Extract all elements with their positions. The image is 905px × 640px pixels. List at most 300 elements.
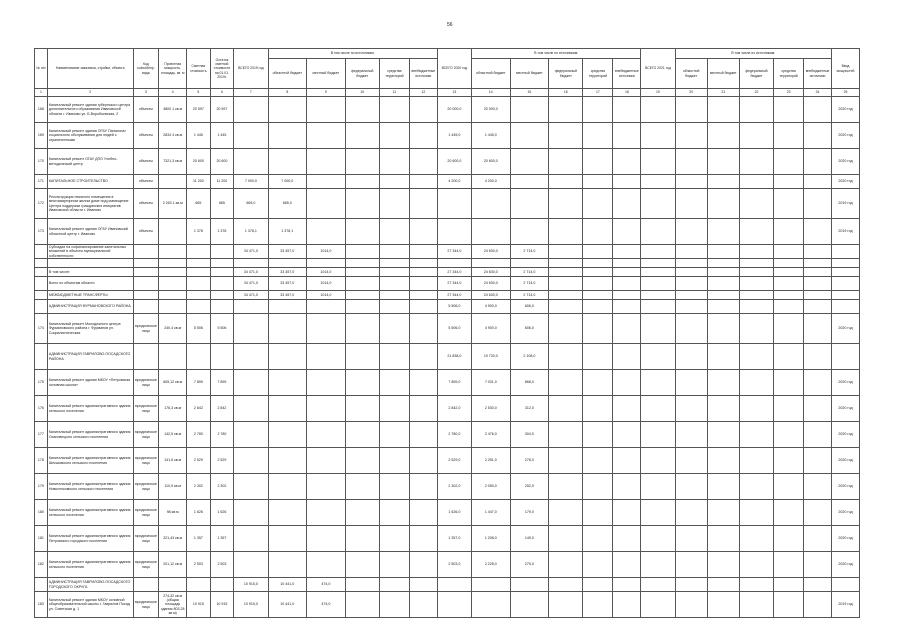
cell-cap: 221,43 кв.м	[159, 526, 187, 552]
cell-empty	[804, 277, 832, 291]
cell-r20	[472, 189, 511, 219]
cell-empty	[675, 259, 707, 268]
column-number: 21	[707, 89, 739, 97]
cell-input	[831, 259, 859, 268]
cell-code: юридическое лицо	[133, 500, 159, 526]
cell-empty	[409, 300, 437, 314]
cell-empty	[739, 300, 773, 314]
cell-t19	[234, 422, 268, 448]
cell-empty	[583, 474, 613, 500]
cell-t21	[641, 344, 675, 370]
cell-empty	[675, 500, 707, 526]
cell-empty	[774, 175, 804, 189]
cell-t21	[641, 97, 675, 123]
cell-empty	[613, 526, 641, 552]
cell-rem: 2 529	[210, 448, 234, 474]
cell-input	[831, 268, 859, 277]
cell-r20: 1 447,0	[472, 500, 511, 526]
table-row	[35, 500, 860, 526]
cell-empty	[583, 259, 613, 268]
cell-empty	[707, 500, 739, 526]
cell-t21	[641, 500, 675, 526]
cell-t20: 2 529,0	[437, 448, 471, 474]
cell-empty	[739, 344, 773, 370]
cell-input	[831, 578, 859, 592]
cell-cap	[159, 219, 187, 245]
cell-empty	[379, 219, 409, 245]
col-extra-2021: внебюджетные источники	[804, 59, 832, 89]
cell-code	[133, 291, 159, 300]
cell-t19: 34 471,0	[234, 291, 268, 300]
cell-l20: 252,0	[510, 474, 549, 500]
cell-l20: 606,0	[510, 314, 549, 344]
cell-empty	[707, 268, 739, 277]
cell-l19	[307, 474, 346, 500]
table-row	[35, 259, 860, 268]
cell-empty	[583, 277, 613, 291]
cell-input: 2020 год	[831, 314, 859, 344]
cell-empty	[675, 123, 707, 149]
cell-r20: 2 251,0	[472, 448, 511, 474]
cell-empty	[345, 219, 379, 245]
cell-rem: 7 899	[210, 370, 234, 396]
cell-empty	[707, 370, 739, 396]
cell-r20: 2 228,0	[472, 552, 511, 578]
cell-rem: 20 600	[210, 149, 234, 175]
cell-cap: 201,12 кв.м	[159, 552, 187, 578]
cell-name: Капитальный ремонт здания ОГБУ Пансионат социального обслуживания для людей с ограниченными	[47, 123, 133, 149]
col-local-2020: местный бюджет	[510, 59, 549, 89]
cell-empty	[345, 149, 379, 175]
cell-name: АДМИНИСТРАЦИЯ ФУРМАНОВСКОГО РАЙОНА	[47, 300, 133, 314]
cell-empty	[675, 189, 707, 219]
cell-no: 171	[35, 175, 48, 189]
cell-l19	[307, 97, 346, 123]
cell-empty	[613, 552, 641, 578]
cell-code: юридическое лицо	[133, 526, 159, 552]
cell-empty	[409, 422, 437, 448]
cell-t19	[234, 370, 268, 396]
cell-name: Капитальный ремонт административного здания сельского поселения	[47, 396, 133, 422]
cell-l19: 474,0	[307, 592, 346, 618]
cell-empty	[345, 268, 379, 277]
cell-input: 2020 год	[831, 422, 859, 448]
cell-name: Капитальный ремонт ОГАУ ДПО Учебно-методический центр	[47, 149, 133, 175]
cell-empty	[707, 219, 739, 245]
cell-empty	[583, 123, 613, 149]
cell-r20	[472, 592, 511, 618]
cell-rem: 11 200	[210, 175, 234, 189]
cell-empty	[379, 592, 409, 618]
cell-empty	[409, 175, 437, 189]
cell-t21	[641, 314, 675, 344]
cell-rem: 5 506	[210, 314, 234, 344]
cell-empty	[804, 422, 832, 448]
cell-empty	[804, 97, 832, 123]
cell-empty	[739, 422, 773, 448]
cell-r19: 665,0	[268, 189, 307, 219]
cell-empty	[707, 448, 739, 474]
cell-rem	[210, 291, 234, 300]
cell-cap: 2834 4 кв.м	[159, 123, 187, 149]
cell-cost: 665	[187, 189, 211, 219]
column-number: 24	[804, 89, 832, 97]
cell-empty	[549, 149, 583, 175]
cell-empty	[774, 422, 804, 448]
cell-empty	[774, 268, 804, 277]
cell-empty	[345, 578, 379, 592]
cell-empty	[739, 592, 773, 618]
cell-empty	[675, 97, 707, 123]
cell-name: Капитальный ремонт административного здания Петровского городского поселения	[47, 526, 133, 552]
cell-no: 180	[35, 500, 48, 526]
cell-cost: 2 780	[187, 422, 211, 448]
cell-empty	[804, 175, 832, 189]
cell-t21	[641, 291, 675, 300]
cell-empty	[774, 300, 804, 314]
col-all-2021: ВСЕГО 2021 год	[641, 49, 675, 89]
cell-empty	[774, 291, 804, 300]
cell-t20: 4 200,0	[437, 175, 471, 189]
cell-code: юридическое лицо	[133, 422, 159, 448]
cell-no	[35, 291, 48, 300]
cell-input: 2020 год	[831, 175, 859, 189]
cell-cost	[187, 578, 211, 592]
cell-empty	[345, 97, 379, 123]
cell-empty	[613, 277, 641, 291]
cell-cap: 7321,3 кв.м	[159, 149, 187, 175]
cell-r19	[268, 344, 307, 370]
col-federal-2021: федеральный бюджет	[739, 59, 773, 89]
cell-rem: 1 445	[210, 123, 234, 149]
cell-empty	[613, 396, 641, 422]
cell-empty	[379, 123, 409, 149]
cell-empty	[409, 500, 437, 526]
cell-rem: 1 357	[210, 526, 234, 552]
column-number: 9	[307, 89, 346, 97]
cell-r20: 4 900,0	[472, 300, 511, 314]
cell-empty	[675, 474, 707, 500]
cell-t19: 7 000,0	[234, 175, 268, 189]
cell-empty	[583, 189, 613, 219]
cell-t20	[437, 189, 471, 219]
cell-empty	[549, 552, 583, 578]
cell-empty	[549, 268, 583, 277]
cell-t19	[234, 500, 268, 526]
cell-empty	[549, 448, 583, 474]
cell-r19	[268, 448, 307, 474]
table-row	[35, 396, 860, 422]
cell-r19	[268, 149, 307, 175]
table-row	[35, 592, 860, 618]
table-row	[35, 578, 860, 592]
cell-t21	[641, 219, 675, 245]
cell-l19	[307, 344, 346, 370]
cell-empty	[774, 123, 804, 149]
cell-empty	[583, 370, 613, 396]
cell-code	[133, 268, 159, 277]
cell-name: Всего по объектам области	[47, 277, 133, 291]
cell-empty	[707, 123, 739, 149]
cell-empty	[804, 396, 832, 422]
cell-t20: 27 344,0	[437, 245, 471, 259]
cell-l20	[510, 259, 549, 268]
cell-code	[133, 578, 159, 592]
cell-r20: 24 630,0	[472, 268, 511, 277]
cell-code: объекты	[133, 97, 159, 123]
col-extra-2019: внебюджетные источники	[409, 59, 437, 89]
cell-empty	[707, 189, 739, 219]
cell-empty	[739, 219, 773, 245]
cell-t19	[234, 526, 268, 552]
cell-empty	[804, 370, 832, 396]
cell-cost	[187, 344, 211, 370]
cell-empty	[804, 314, 832, 344]
cell-empty	[707, 578, 739, 592]
cell-empty	[774, 396, 804, 422]
cell-cost: 2 503	[187, 552, 211, 578]
cell-empty	[739, 277, 773, 291]
table-row	[35, 277, 860, 291]
cell-empty	[804, 552, 832, 578]
cell-empty	[774, 578, 804, 592]
cell-empty	[379, 268, 409, 277]
cell-empty	[409, 245, 437, 259]
cell-code	[133, 300, 159, 314]
cell-empty	[583, 500, 613, 526]
cell-empty	[345, 592, 379, 618]
cell-t21	[641, 149, 675, 175]
cell-name: В том числе:	[47, 268, 133, 277]
col-federal-2020: федеральный бюджет	[549, 59, 583, 89]
cell-empty	[613, 500, 641, 526]
cell-rem	[210, 277, 234, 291]
cell-t21	[641, 300, 675, 314]
cell-name: Капитальный ремонт административного здания сельского поселения	[47, 500, 133, 526]
cell-t21	[641, 245, 675, 259]
cell-empty	[345, 300, 379, 314]
cell-empty	[675, 344, 707, 370]
cell-name: Капитальный ремонт здания МКОУ «Петровская основная школа»	[47, 370, 133, 396]
cell-empty	[583, 219, 613, 245]
cell-empty	[379, 189, 409, 219]
cell-t19	[234, 344, 268, 370]
cell-empty	[613, 344, 641, 370]
cell-empty	[774, 189, 804, 219]
cell-r20: 24 630,0	[472, 245, 511, 259]
cell-empty	[345, 370, 379, 396]
cell-empty	[409, 314, 437, 344]
cell-t20: 5 506,0	[437, 300, 471, 314]
cell-empty	[739, 189, 773, 219]
cell-t19	[234, 149, 268, 175]
cell-r19	[268, 370, 307, 396]
cell-cost	[187, 277, 211, 291]
cell-empty	[549, 314, 583, 344]
cell-l20: 2 714,0	[510, 245, 549, 259]
cell-input	[831, 277, 859, 291]
cell-empty	[409, 123, 437, 149]
cell-empty	[409, 526, 437, 552]
cell-empty	[583, 300, 613, 314]
cell-r19	[268, 500, 307, 526]
cell-l19: 1014,0	[307, 291, 346, 300]
cell-rem	[210, 344, 234, 370]
cell-cost: 20 600	[187, 149, 211, 175]
cell-t20: 2 842,0	[437, 396, 471, 422]
cell-empty	[739, 552, 773, 578]
cell-code	[133, 259, 159, 268]
cell-no: 175	[35, 370, 48, 396]
group-2021: В том числе по источникам:	[675, 49, 831, 59]
cell-t19: 34 471,0	[234, 277, 268, 291]
cell-t20: 1 626,0	[437, 500, 471, 526]
cell-l20: 2 714,0	[510, 291, 549, 300]
cell-empty	[379, 344, 409, 370]
column-number: 6	[210, 89, 234, 97]
cell-cap: 142,5 кв.м	[159, 422, 187, 448]
cell-empty	[409, 219, 437, 245]
cell-t19: 10 915,0	[234, 592, 268, 618]
table-row	[35, 268, 860, 277]
cell-empty	[409, 344, 437, 370]
cell-empty	[379, 291, 409, 300]
cell-t20: 5 506,0	[437, 314, 471, 344]
cell-t20: 2 780,0	[437, 422, 471, 448]
table-row	[35, 189, 860, 219]
column-number: 5	[187, 89, 211, 97]
cell-empty	[613, 175, 641, 189]
cell-cost: 10 915	[187, 592, 211, 618]
cell-empty	[379, 578, 409, 592]
cell-empty	[379, 370, 409, 396]
cell-empty	[804, 300, 832, 314]
cell-l19	[307, 370, 346, 396]
cell-empty	[774, 370, 804, 396]
cell-empty	[583, 396, 613, 422]
cell-r20: 2 476,0	[472, 422, 511, 448]
cell-empty	[774, 219, 804, 245]
cell-empty	[613, 370, 641, 396]
table-row	[35, 370, 860, 396]
cell-r19	[268, 552, 307, 578]
cell-empty	[345, 552, 379, 578]
cell-empty	[739, 123, 773, 149]
cell-l19	[307, 314, 346, 344]
cell-t19: 665,0	[234, 189, 268, 219]
cell-cost	[187, 300, 211, 314]
column-number: 16	[549, 89, 583, 97]
cell-empty	[739, 149, 773, 175]
cell-empty	[345, 500, 379, 526]
cell-t19: 1 378,1	[234, 219, 268, 245]
cell-t20: 21 838,0	[437, 344, 471, 370]
cell-empty	[379, 277, 409, 291]
cell-input	[831, 300, 859, 314]
cell-empty	[774, 277, 804, 291]
cell-l19	[307, 448, 346, 474]
cell-empty	[774, 592, 804, 618]
col-name: Наименование заказчика, стройки, объекта	[47, 49, 133, 89]
cell-t20	[437, 578, 471, 592]
cell-no: 169	[35, 123, 48, 149]
cell-empty	[409, 592, 437, 618]
cell-r20: 7 031,0	[472, 370, 511, 396]
cell-name: АДМИНИСТРАЦИЯ ГАВРИЛОВО-ПОСАДСКОГО РАЙОНА	[47, 344, 133, 370]
cell-r20	[472, 578, 511, 592]
cell-empty	[675, 268, 707, 277]
cell-no: 176	[35, 396, 48, 422]
cell-empty	[774, 474, 804, 500]
cell-name: Капитальный ремонт здания ОГБУ Ивановский областной центр г. Иваново	[47, 219, 133, 245]
cell-l19	[307, 175, 346, 189]
cell-t19: 34 471,0	[234, 268, 268, 277]
cell-empty	[583, 552, 613, 578]
cell-l20: 2 108,0	[510, 344, 549, 370]
cell-r19: 10 441,0	[268, 592, 307, 618]
cell-empty	[804, 578, 832, 592]
cell-empty	[583, 314, 613, 344]
cell-l20: 149,0	[510, 526, 549, 552]
cell-rem: 2 842	[210, 396, 234, 422]
cell-empty	[613, 149, 641, 175]
cell-empty	[675, 526, 707, 552]
cell-empty	[675, 552, 707, 578]
cell-input: 2020 год	[831, 526, 859, 552]
cell-empty	[345, 277, 379, 291]
cell-empty	[774, 97, 804, 123]
cell-t21	[641, 175, 675, 189]
cell-r20: 1 208,0	[472, 526, 511, 552]
cell-empty	[739, 314, 773, 344]
cell-name: АДМИНИСТРАЦИЯ ГАВРИЛОВО-ПОСАДСКОГО ГОРОДСКОГО ОКРУГА	[47, 578, 133, 592]
cell-empty	[613, 245, 641, 259]
cell-l20: 868,0	[510, 370, 549, 396]
cell-empty	[707, 422, 739, 448]
cell-empty	[583, 291, 613, 300]
cell-r20: 20 000,0	[472, 97, 511, 123]
cell-empty	[707, 175, 739, 189]
cell-empty	[774, 149, 804, 175]
cell-r19: 7 000,0	[268, 175, 307, 189]
cell-l19	[307, 219, 346, 245]
cell-empty	[613, 592, 641, 618]
cell-name: Капитальный ремонт здания губернского центра дополнительного образования Ивановской области г. Иваново ул. Б.Воробьевская, 2	[47, 97, 133, 123]
cell-empty	[379, 300, 409, 314]
cell-input	[831, 245, 859, 259]
cell-cap: 4800 1 кв.м	[159, 97, 187, 123]
cell-empty	[707, 526, 739, 552]
cell-empty	[707, 344, 739, 370]
cell-input: 2020 год	[831, 474, 859, 500]
col-capacity: Проектная мощность, площадь, кв. м	[159, 49, 187, 89]
cell-empty	[774, 500, 804, 526]
table-row	[35, 219, 860, 245]
cell-l19	[307, 123, 346, 149]
cell-input: 2020 год	[831, 396, 859, 422]
cell-code: юридическое лицо	[133, 396, 159, 422]
cell-name	[47, 259, 133, 268]
cell-empty	[345, 526, 379, 552]
cell-r19: 1 378,1	[268, 219, 307, 245]
cell-empty	[774, 344, 804, 370]
cell-r19: 10 441,0	[268, 578, 307, 592]
cell-r19	[268, 300, 307, 314]
col-no: № п/п	[35, 49, 48, 89]
cell-r20: 2 530,0	[472, 396, 511, 422]
cell-empty	[804, 245, 832, 259]
cell-no: 170	[35, 149, 48, 175]
